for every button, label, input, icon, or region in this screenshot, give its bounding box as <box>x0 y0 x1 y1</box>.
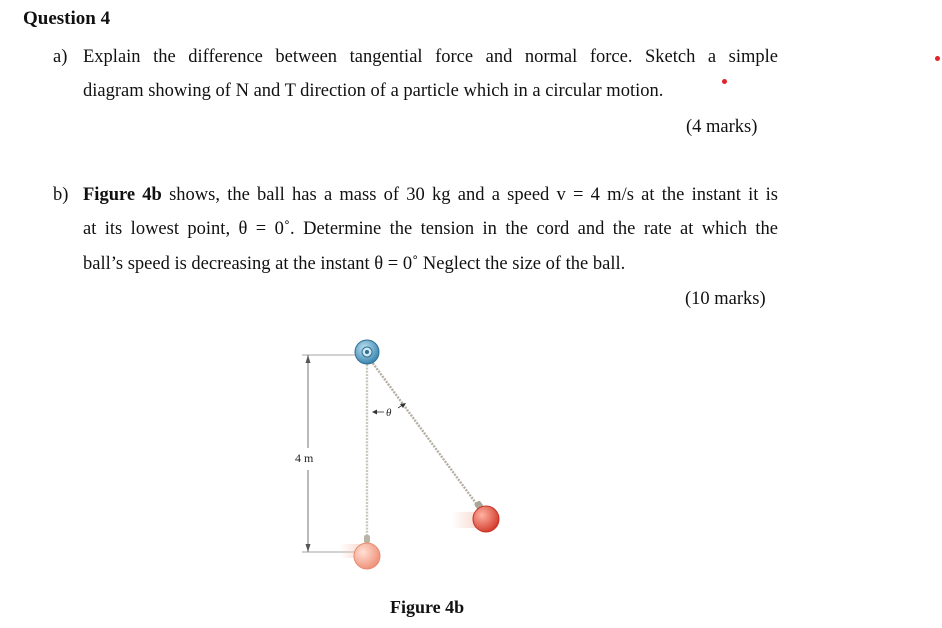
part-b-label: b) <box>53 185 69 205</box>
ball-lowest-position <box>340 535 380 569</box>
pendulum-figure <box>280 330 520 580</box>
swung-cord <box>369 358 478 506</box>
part-a-line-1: Explain the difference between tangential force and normal force. Sketch a simple <box>83 47 778 67</box>
part-b-line-3: ball’s speed is decreasing at the instant θ = 0˚ Neglect the size of the ball. <box>83 254 626 274</box>
angle-label: θ <box>386 407 392 419</box>
red-marker-dot-edge <box>935 56 940 61</box>
part-b-line-1-text: shows, the ball has a mass of 30 kg and a speed v = 4 m/s at the instant it is <box>161 185 779 205</box>
part-b-marks: (10 marks) <box>685 289 766 309</box>
ball-swung-position <box>452 500 499 532</box>
question-title: Question 4 <box>23 8 111 29</box>
part-b-line-2: at its lowest point, θ = 0˚. Determine the tension in the cord and the rate at which the <box>83 219 778 239</box>
figure-caption: Figure 4b <box>390 597 465 617</box>
part-a-line-2: diagram showing of N and T direction of a particle which in a circular motion. <box>83 81 664 101</box>
figure-reference: Figure 4b <box>83 185 162 205</box>
red-marker-dot <box>722 79 727 84</box>
part-a-label: a) <box>53 47 68 67</box>
dimension-label: 4 m <box>295 451 314 465</box>
part-a-marks: (4 marks) <box>686 117 758 137</box>
part-b-line-1 <box>83 185 778 206</box>
pivot-icon <box>355 340 379 364</box>
